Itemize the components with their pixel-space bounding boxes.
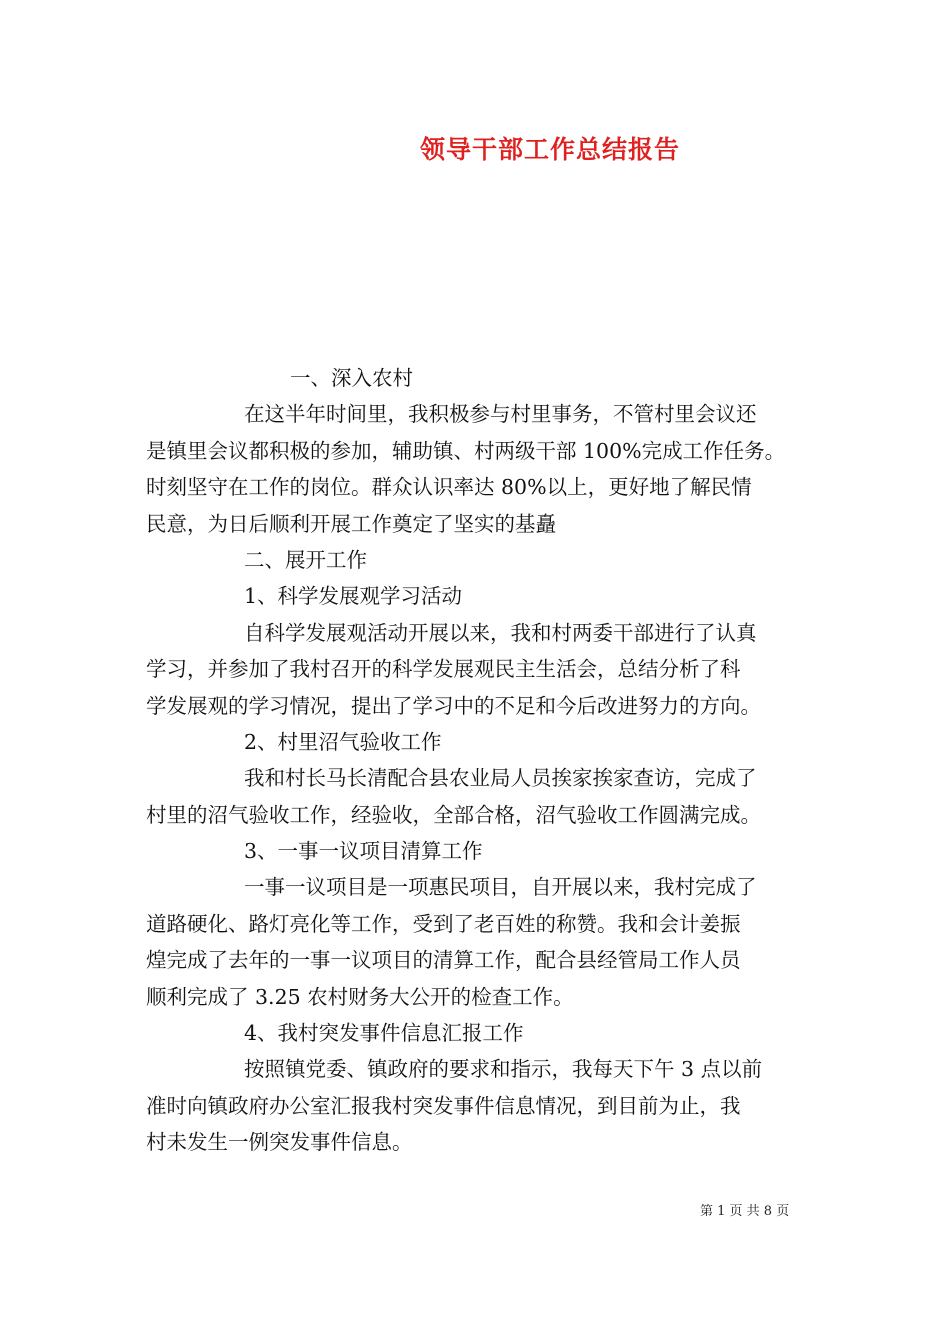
body-line: 煌完成了去年的一事一议项目的清算工作，配合县经管局工作人员 bbox=[146, 948, 741, 973]
body-line: 我和村长马长清配合县农业局人员挨家挨家查访，完成了 bbox=[244, 766, 757, 791]
body-line: 村未发生一例突发事件信息。 bbox=[146, 1130, 413, 1155]
body-line: 一事一议项目是一项惠民项目，自开展以来，我村完成了 bbox=[244, 875, 757, 900]
body-line: 一、深入农村 bbox=[290, 366, 413, 390]
body-line: 时刻坚守在工作的岗位。群众认识率达 80%以上，更好地了解民情 bbox=[146, 475, 752, 500]
body-line: 学习，并参加了我村召开的科学发展观民主生活会，总结分析了科 bbox=[146, 657, 741, 682]
body-line: 1、科学发展观学习活动 bbox=[244, 584, 463, 609]
body-line: 学发展观的学习情况，提出了学习中的不足和今后改进努力的方向。 bbox=[146, 693, 761, 718]
body-line: 在这半年时间里，我积极参与村里事务，不管村里会议还 bbox=[244, 402, 757, 427]
body-line: 二、展开工作 bbox=[244, 547, 367, 572]
body-line: 道路硬化、路灯亮化等工作，受到了老百姓的称赞。我和会计姜振 bbox=[146, 911, 741, 936]
body-line: 2、村里沼气验收工作 bbox=[244, 729, 442, 754]
body-line: 按照镇党委、镇政府的要求和指示，我每天下午 3 点以前 bbox=[244, 1057, 763, 1082]
body-line: 自科学发展观活动开展以来，我和村两委干部进行了认真 bbox=[244, 620, 757, 645]
page-number-footer: 第 1 页 共 8 页 bbox=[700, 1204, 790, 1219]
body-line: 4、我村突发事件信息汇报工作 bbox=[244, 1021, 524, 1046]
body-line: 准时向镇政府办公室汇报我村突发事件信息情况，到目前为止，我 bbox=[146, 1093, 741, 1118]
document-body bbox=[146, 360, 811, 1161]
body-line: 村里的沼气验收工作，经验收，全部合格，沼气验收工作圆满完成。 bbox=[146, 802, 761, 827]
body-line: 是镇里会议都积极的参加，辅助镇、村两级干部 100%完成工作任务。 bbox=[146, 438, 786, 463]
body-line: 3、一事一议项目清算工作 bbox=[244, 839, 483, 864]
page-title: 领导干部工作总结报告 bbox=[419, 135, 680, 164]
body-line: 民意，为日后顺利开展工作奠定了坚实的基矗 bbox=[146, 511, 556, 536]
body-line: 顺利完成了 3.25 农村财务大公开的检查工作。 bbox=[146, 984, 574, 1009]
